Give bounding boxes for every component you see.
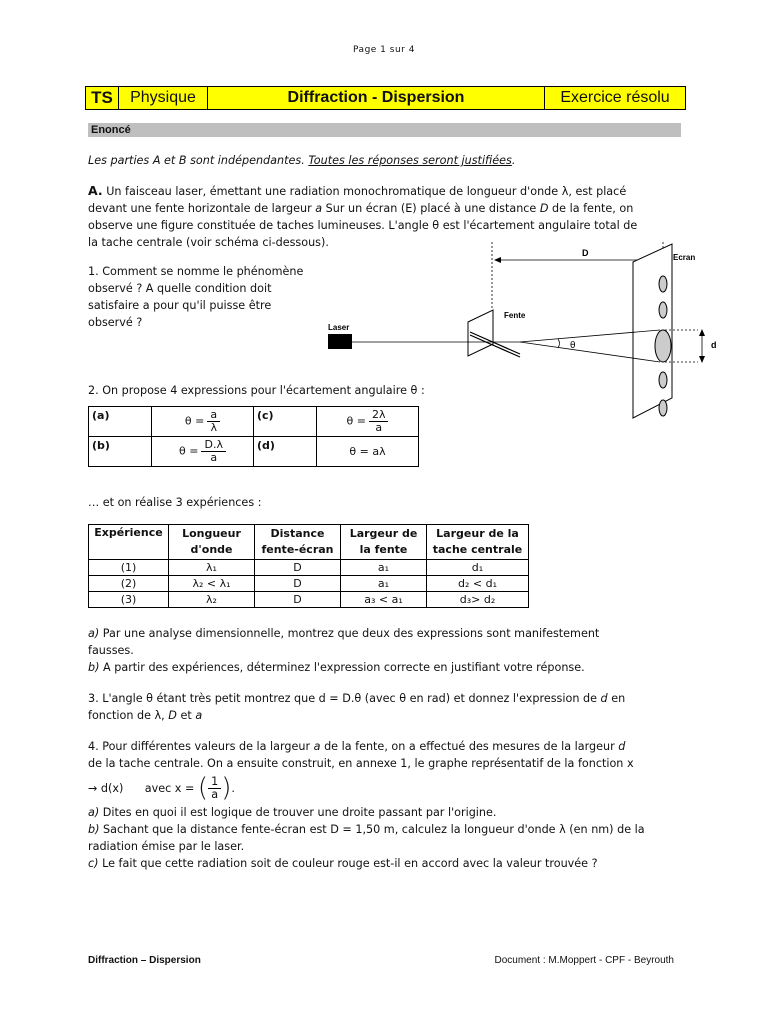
- part-a-line3: observe une figure constituée de taches lumineuses. L'angle θ est l'écartement angulaire total de: [88, 219, 638, 232]
- q4b-text1: Sachant que la distance fente-écran est D = 1,50 m, calculez la longueur d'onde λ (en nm) de la: [99, 823, 645, 836]
- table-cell: (2): [89, 576, 169, 592]
- q4-frac-num: 1: [208, 776, 221, 789]
- q3-var-a: a: [195, 709, 203, 722]
- footer-right: Document : M.Moppert - CPF - Beyrouth: [494, 955, 674, 966]
- experiments-intro: … et on réalise 3 expériences :: [88, 496, 262, 509]
- intro-underlined: Toutes les réponses seront justifiées: [308, 154, 512, 167]
- table-cell: d₁: [427, 560, 529, 576]
- q4-var-a: a: [313, 740, 321, 753]
- q2a-line2: fausses.: [88, 644, 134, 657]
- q4b-label: b): [88, 823, 100, 836]
- part-a-line2a: devant une fente horizontale de largeur: [88, 202, 316, 215]
- expr-b: [152, 437, 254, 467]
- col-header: Distance fente-écran: [255, 525, 341, 560]
- label-ecran: Ecran: [673, 253, 696, 262]
- col-header: Largeur de la tache centrale: [427, 525, 529, 560]
- expr-label-a: (a): [89, 407, 152, 437]
- q1-line2: observé ? A quelle condition doit: [88, 282, 272, 295]
- table-cell: (3): [89, 592, 169, 608]
- table-cell: λ₂ < λ₁: [169, 576, 255, 592]
- expr-b-lhs: θ =: [179, 444, 199, 458]
- intro-end: .: [511, 154, 516, 167]
- table-row: [89, 576, 529, 592]
- q1-line1: 1. Comment se nomme le phénomène: [88, 265, 304, 278]
- expr-b-den: a: [210, 451, 218, 464]
- theta-arc: [558, 339, 560, 348]
- q4-frac-den: a: [211, 787, 219, 801]
- q3-text1: 3. L'angle θ étant très petit montrez que d = D.θ (avec θ en rad) et donnez l'expression de: [88, 692, 601, 705]
- expr-label-d: (d): [254, 437, 317, 467]
- q4b-line2: radiation émise par le laser.: [88, 840, 245, 853]
- label-fente: Fente: [504, 311, 526, 320]
- q3-text2: fonction de λ,: [88, 709, 169, 722]
- q2b-label: b): [88, 661, 100, 674]
- spot: [659, 302, 667, 318]
- intro-line: [88, 152, 688, 169]
- expr-label-b: (b): [89, 437, 152, 467]
- question-4: [88, 738, 688, 872]
- expr-c-num: 2λ: [369, 409, 389, 422]
- part-a-line2: [88, 200, 688, 217]
- table-header-row: [89, 525, 529, 560]
- q2b-line: [88, 659, 688, 676]
- table-cell: D: [255, 560, 341, 576]
- banner-level: TS: [86, 87, 119, 109]
- label-D: D: [582, 248, 589, 258]
- q4c-text: Le fait que cette radiation soit de couleur rouge est-il en accord avec la valeur trouvée ?: [98, 857, 598, 870]
- part-a-line2c: Sur un écran (E) placé à une distance: [322, 202, 540, 215]
- q3-line2: [88, 707, 688, 724]
- table-cell: a₃ < a₁: [341, 592, 427, 608]
- table-cell: a₁: [341, 560, 427, 576]
- central-spot: [655, 330, 671, 362]
- experiments-table: [88, 524, 529, 608]
- part-a-line1-text: Un faisceau laser, émettant une radiation monochromatique de longueur d'onde λ, est placé: [102, 185, 627, 198]
- col-header: Longueur d'onde: [169, 525, 255, 560]
- spot: [659, 276, 667, 292]
- expr-c-den: a: [375, 421, 383, 434]
- q4a-label: a): [88, 806, 100, 819]
- laser-box: [328, 334, 352, 349]
- section-title: Enoncé: [88, 123, 681, 137]
- q2a-text: Par une analyse dimensionnelle, montrez que deux des expressions sont manifestement: [99, 627, 600, 640]
- table-cell: d₂ < d₁: [427, 576, 529, 592]
- paren-left: (: [197, 773, 209, 803]
- q4-text1a: 4. Pour différentes valeurs de la largeur: [88, 740, 314, 753]
- q1-line3: satisfaire a pour qu'il puisse être: [88, 299, 272, 312]
- var-a: a: [315, 202, 323, 215]
- expr-d: θ = aλ: [317, 437, 419, 467]
- col-header: Largeur de la fente: [341, 525, 427, 560]
- label-d: d: [711, 340, 717, 350]
- col-header: Expérience: [89, 525, 169, 560]
- q3-line1: [88, 690, 688, 707]
- q4-line3: [88, 772, 688, 804]
- d-arrow-left: [494, 257, 501, 263]
- var-D: D: [539, 202, 549, 215]
- q3-and: et: [176, 709, 196, 722]
- label-laser: Laser: [328, 323, 350, 332]
- q3-text1-end: en: [607, 692, 626, 705]
- q4-fn-text: → d(x) avec x =: [88, 781, 198, 795]
- intro-text: Les parties A et B sont indépendantes.: [88, 154, 309, 167]
- expr-b-num: D.λ: [201, 439, 225, 452]
- banner-subject: Physique: [119, 87, 208, 109]
- footer-left: Diffraction – Dispersion: [88, 955, 201, 966]
- table-row: [89, 592, 529, 608]
- banner-type: Exercice résolu: [560, 89, 670, 106]
- q4a-text: Dites en quoi il est logique de trouver une droite passant par l'origine.: [99, 806, 497, 819]
- expr-label-c: (c): [254, 407, 317, 437]
- q4c-label: c): [88, 857, 99, 870]
- expr-c-lhs: θ =: [346, 414, 366, 428]
- q4-var-d: d: [618, 740, 626, 753]
- q4-text1c: de la fente, on a effectué des mesures de la largeur: [320, 740, 619, 753]
- q4-line1: [88, 738, 688, 755]
- q2a-line1: [88, 625, 688, 642]
- part-a-line1: [88, 182, 688, 200]
- question-2: 2. On propose 4 expressions pour l'écartement angulaire θ :: [88, 384, 425, 397]
- paren-right: ): [221, 773, 232, 803]
- banner-title: Diffraction - Dispersion: [208, 87, 545, 109]
- d-arrow-down: [699, 356, 705, 363]
- table-cell: d₃> d₂: [427, 592, 529, 608]
- expr-a: [152, 407, 254, 437]
- spot: [659, 400, 667, 416]
- table-cell: (1): [89, 560, 169, 576]
- part-a-line2e: de la fente, on: [548, 202, 634, 215]
- table-cell: a₁: [341, 576, 427, 592]
- table-cell: λ₂: [169, 592, 255, 608]
- q3-var-d: d: [600, 692, 608, 705]
- table-cell: D: [255, 576, 341, 592]
- expressions-table: [88, 406, 419, 467]
- part-a-line4: la tache centrale (voir schéma ci-dessous).: [88, 236, 329, 249]
- label-theta: θ: [570, 341, 576, 351]
- table-row: [89, 560, 529, 576]
- expr-a-den: λ: [210, 421, 217, 434]
- expr-a-lhs: θ =: [184, 414, 205, 428]
- expr-c: [317, 407, 419, 437]
- page-header: Page 1 sur 4: [353, 45, 415, 55]
- q1-line4: observé ?: [88, 316, 143, 329]
- table-cell: λ₁: [169, 560, 255, 576]
- title-banner: [85, 86, 686, 110]
- q4-line2: de la tache centrale. On a ensuite construit, en annexe 1, le graphe représentatif de la fonction x: [88, 757, 634, 770]
- q2a-label: a): [88, 627, 100, 640]
- q3-var-D: D: [168, 709, 177, 722]
- question-1: [88, 263, 318, 331]
- q4a-line: [88, 804, 688, 821]
- q2b-text: A partir des expériences, déterminez l'expression correcte en justifiant votre réponse.: [99, 661, 585, 674]
- q4b-line1: [88, 821, 688, 838]
- q4c-line: [88, 855, 688, 872]
- part-a-label: A.: [88, 183, 103, 198]
- q4-fn-end: .: [231, 781, 235, 795]
- d-arrow-up: [699, 329, 705, 336]
- question-2a: [88, 625, 688, 676]
- question-3: [88, 690, 688, 724]
- expr-a-num: a: [207, 409, 220, 422]
- table-cell: D: [255, 592, 341, 608]
